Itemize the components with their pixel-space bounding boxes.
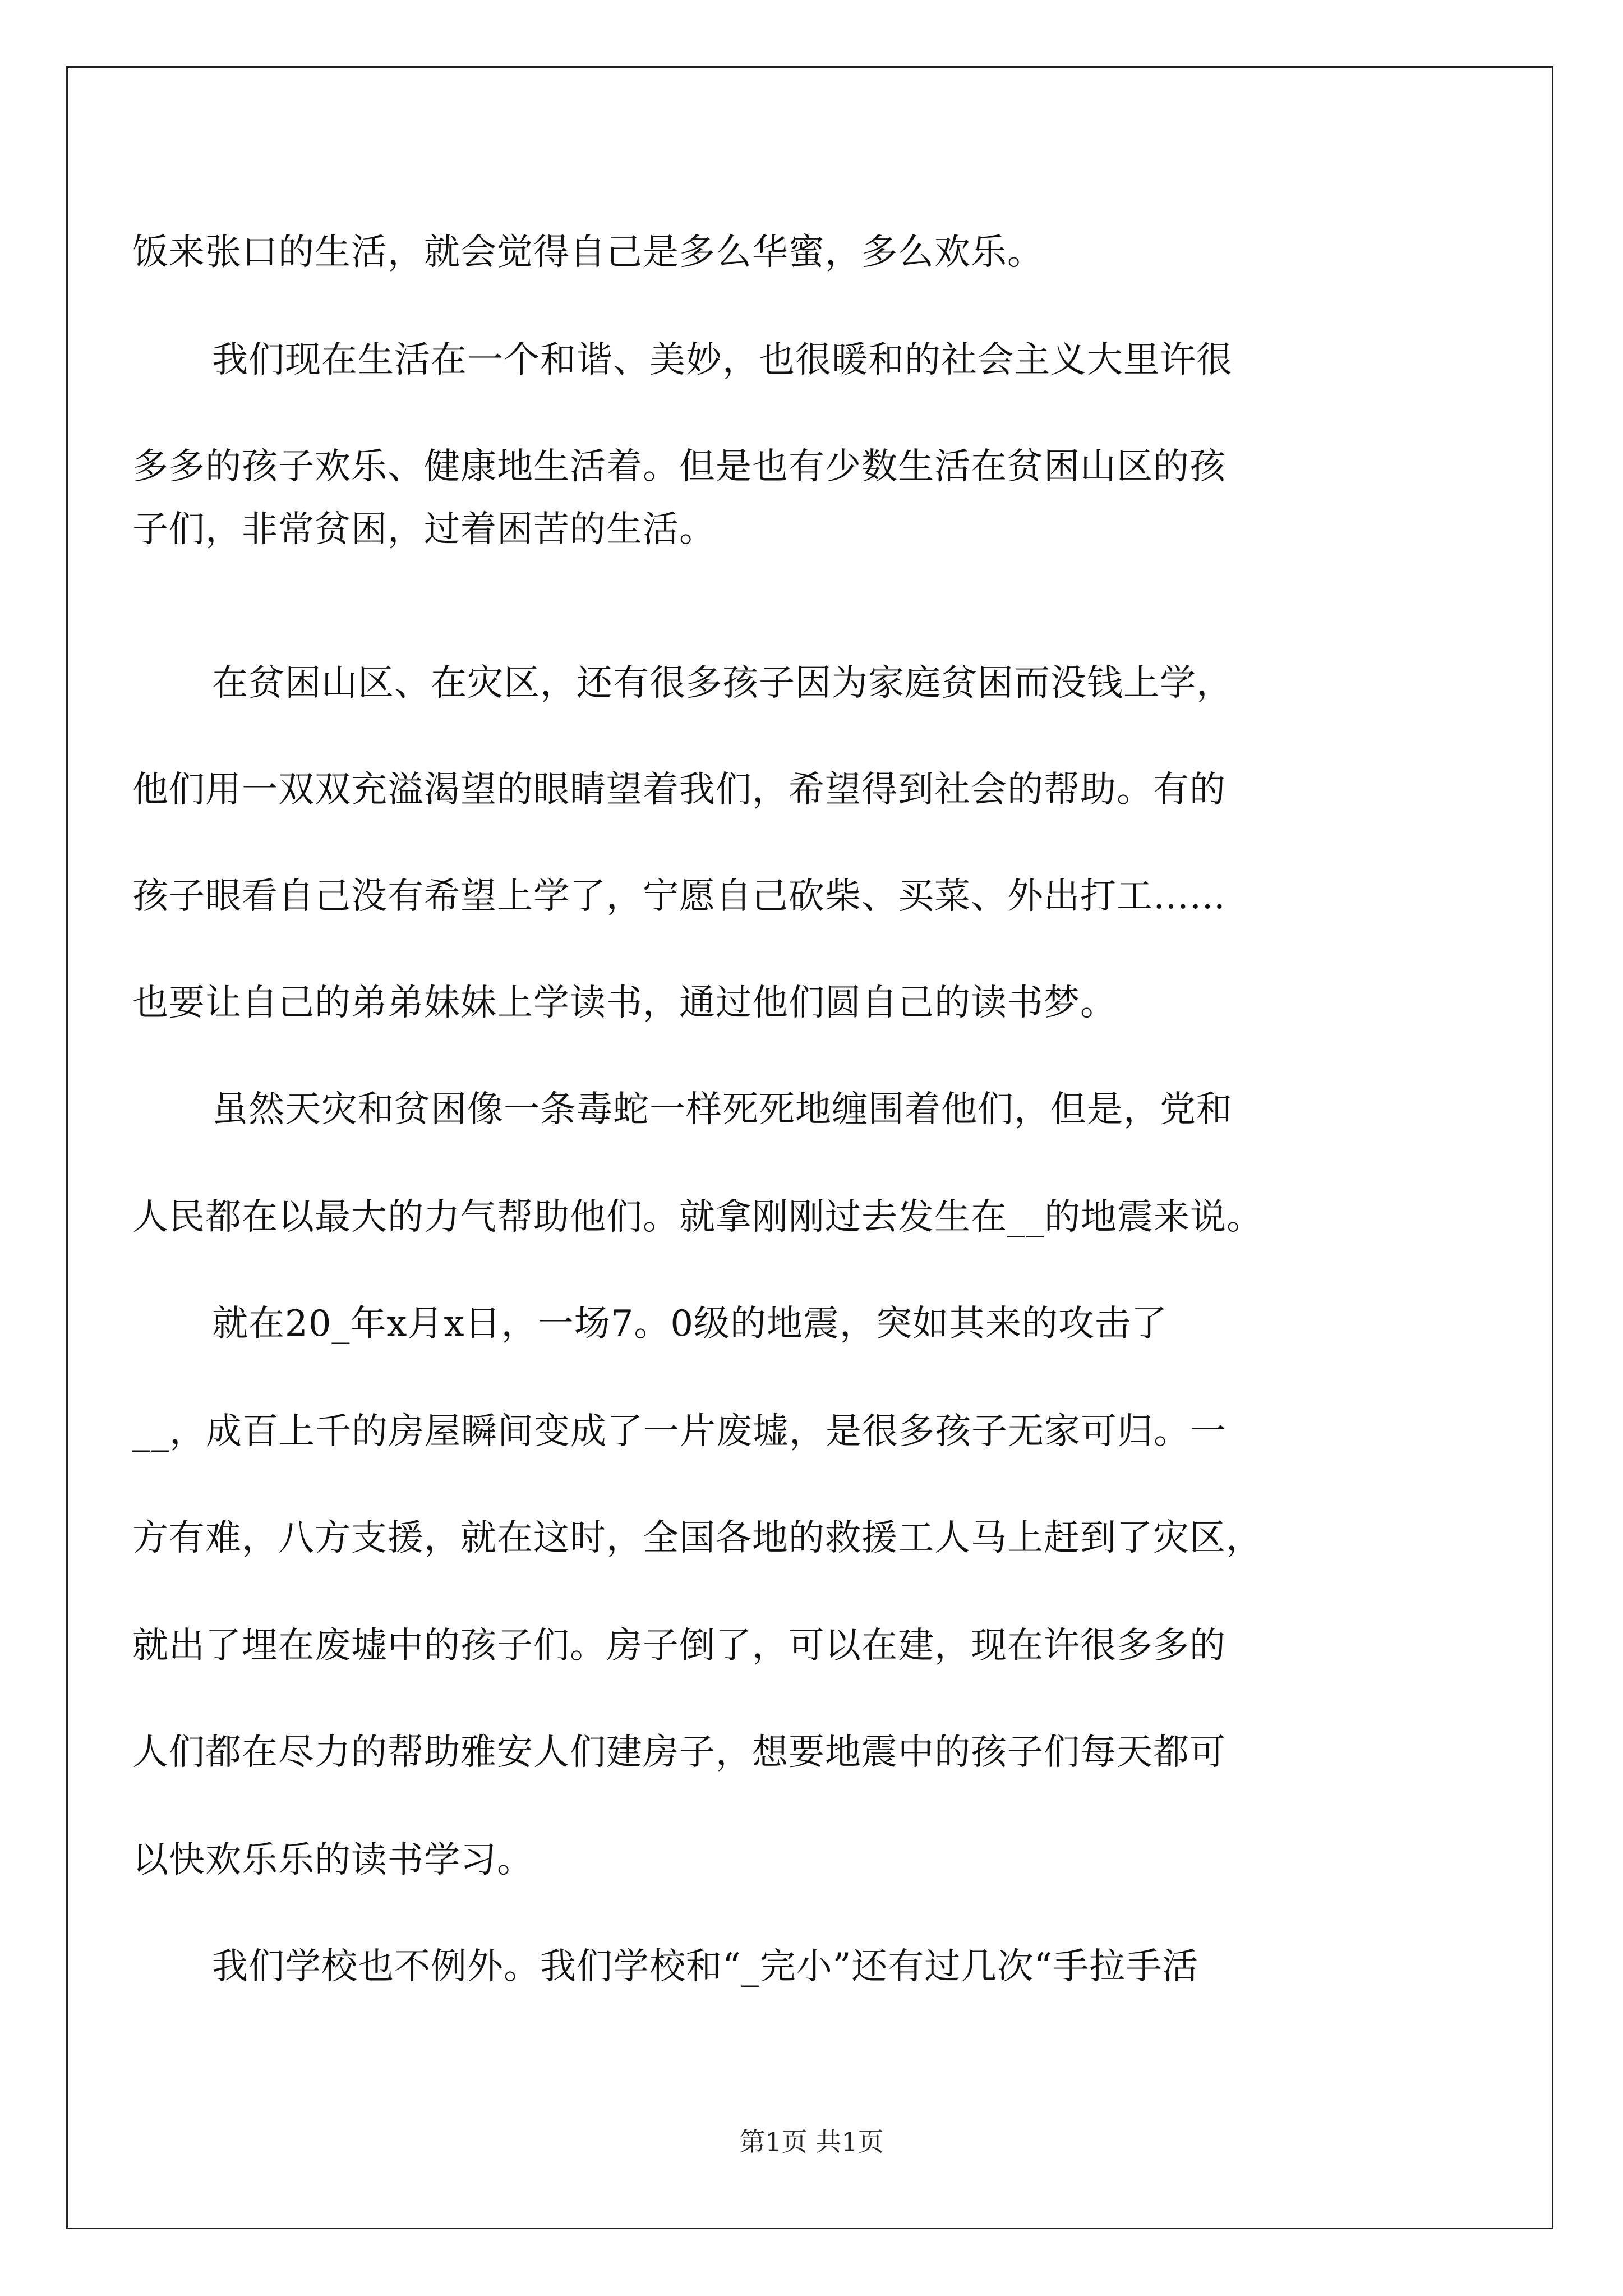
text-line: 子们，非常贫困，过着困苦的生活。 — [132, 509, 716, 550]
paragraph-start-line: 我们学校也不例外。我们学校和“_完小”还有过几次“手拉手活 — [212, 1946, 1199, 1987]
text-line: 人民都在以最大的力气帮助他们。就拿刚刚过去发生在__的地震来说。 — [132, 1197, 1263, 1238]
page-number-footer: 第1页 共1页 — [739, 2127, 884, 2157]
page-border — [66, 66, 1553, 2229]
text-line: 以快欢乐乐的读书学习。 — [132, 1839, 533, 1881]
text-line: 也要让自己的弟弟妹妹上学读书，通过他们圆自己的读书梦。 — [132, 982, 1117, 1024]
text-line: 多多的孩子欢乐、健康地生活着。但是也有少数生活在贫困山区的孩 — [132, 446, 1226, 487]
text-line: 孩子眼看自己没有希望上学了，宁愿自己砍柴、买菜、外出打工…… — [132, 876, 1226, 917]
text-line: 饭来张口的生活，就会觉得自己是多么华蜜，多么欢乐。 — [132, 232, 1044, 273]
text-line: 人们都在尽力的帮助雅安人们建房子，想要地震中的孩子们每天都可 — [132, 1732, 1226, 1773]
text-line: 他们用一双双充溢渴望的眼睛望着我们，希望得到社会的帮助。有的 — [132, 769, 1226, 811]
paragraph-start-line: 虽然天灾和贫困像一条毒蛇一样死死地缠围着他们，但是，党和 — [212, 1089, 1233, 1130]
text-line: 方有难，八方支援，就在这时，全国各地的救援工人马上赶到了灾区， — [132, 1517, 1262, 1559]
paragraph-start-line: 我们现在生活在一个和谐、美妙，也很暖和的社会主义大里许很 — [212, 339, 1233, 381]
text-line: 就出了埋在废墟中的孩子们。房子倒了，可以在建，现在许很多多的 — [132, 1625, 1226, 1667]
paragraph-start-line: 就在20_年x月x日，一场7。0级的地震，突如其来的攻击了 — [212, 1303, 1168, 1345]
text-line: __，成百上千的房屋瞬间变成了一片废墟，是很多孩子无家可归。一 — [132, 1411, 1227, 1452]
paragraph-start-line: 在贫困山区、在灾区，还有很多孩子因为家庭贫困而没钱上学， — [212, 662, 1233, 704]
